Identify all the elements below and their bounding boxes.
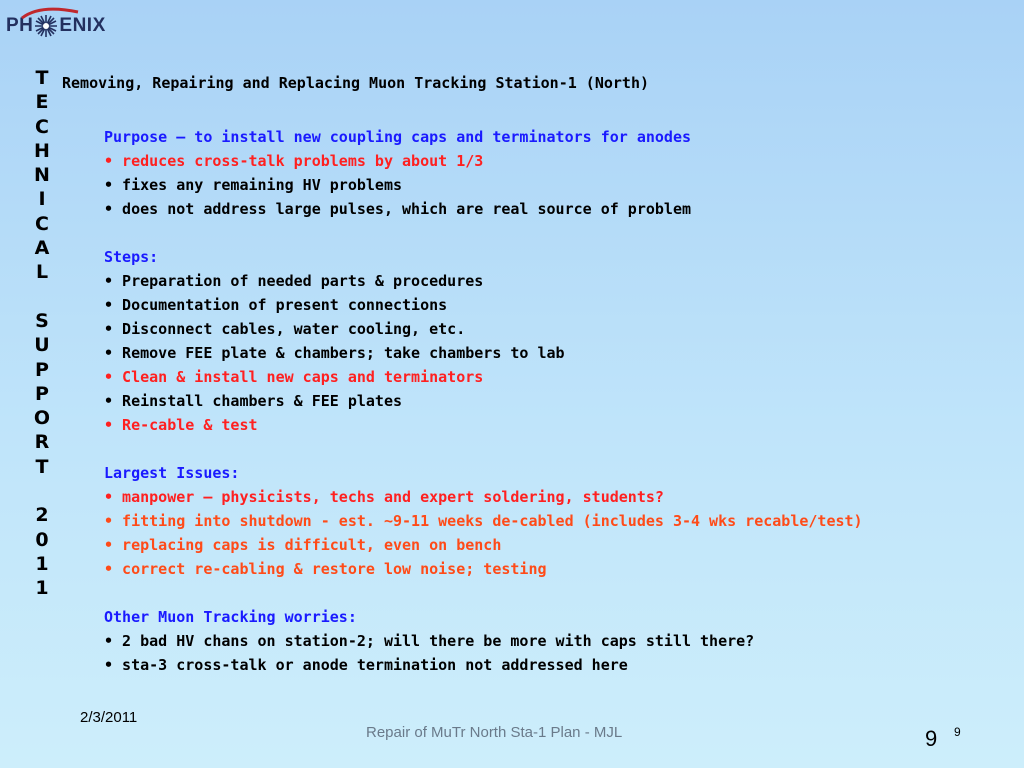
body-spacer: [104, 437, 1004, 461]
vertical-letter: 1: [35, 577, 49, 600]
vertical-letter: 2: [35, 504, 49, 527]
vertical-letter: R: [34, 431, 50, 454]
vertical-letter: A: [34, 237, 50, 260]
vertical-letter: H: [34, 139, 50, 162]
logo-swoosh-icon: [20, 6, 80, 20]
vertical-letter: L: [35, 261, 49, 284]
body-line: Purpose – to install new coupling caps and terminators for anodes: [104, 128, 691, 146]
vertical-letter: C: [35, 115, 49, 138]
vertical-letter: O: [33, 407, 51, 430]
body-line: • Disconnect cables, water cooling, etc.: [104, 320, 466, 338]
body-line: • does not address large pulses, which are real source of problem: [104, 200, 691, 218]
body-line: • manpower – physicists, techs and expert soldering, students?: [104, 488, 664, 506]
vertical-letter: P: [35, 382, 49, 405]
body-line: Steps:: [104, 248, 159, 266]
vertical-letter: [28, 479, 56, 503]
body-line: • sta-3 cross-talk or anode termination not addressed here: [104, 656, 628, 674]
footer-date: 2/3/2011: [80, 709, 138, 726]
vertical-letter: T: [35, 67, 49, 89]
body-line: • fitting into shutdown - est. ~9-11 weeks de-cabled (includes 3-4 wks recable/test): [104, 512, 863, 530]
slide-body: [104, 125, 1004, 677]
body-line: • Re-cable & test: [104, 416, 258, 434]
body-line: • Remove FEE plate & chambers; take chambers to lab: [104, 344, 565, 362]
body-line: • replacing caps is difficult, even on bench: [104, 536, 502, 554]
body-line: Largest Issues:: [104, 464, 240, 482]
vertical-letter: I: [38, 188, 46, 211]
body-line: • correct re-cabling & restore low noise; testing: [104, 560, 547, 578]
vertical-letter: C: [35, 212, 49, 235]
vertical-letter: [28, 285, 56, 309]
vertical-letter: 0: [35, 528, 49, 551]
body-spacer: [104, 221, 1004, 245]
body-line: • Preparation of needed parts & procedures: [104, 272, 484, 290]
slide-number-small: 9: [954, 725, 961, 739]
logo-prefix: PH: [6, 15, 34, 36]
logo-suffix: ENIX: [59, 15, 106, 36]
vertical-letter: S: [35, 309, 49, 332]
vertical-letter: U: [34, 334, 50, 357]
body-line: • Clean & install new caps and terminators: [104, 368, 484, 386]
slide-title: Removing, Repairing and Replacing Muon Tracking Station-1 (North): [62, 74, 649, 92]
vertical-letter: 1: [35, 552, 49, 575]
body-line: • fixes any remaining HV problems: [104, 176, 403, 194]
vertical-letter: N: [34, 164, 50, 187]
body-line: • Documentation of present connections: [104, 296, 448, 314]
vertical-letter: P: [35, 358, 49, 381]
body-line: Other Muon Tracking worries:: [104, 608, 357, 626]
technical-support-vertical-label: [28, 66, 56, 601]
body-line: • reduces cross-talk problems by about 1/3: [104, 152, 484, 170]
body-line: • Reinstall chambers & FEE plates: [104, 392, 403, 410]
vertical-letter: T: [35, 455, 49, 478]
slide-number: 9: [925, 726, 938, 751]
body-line: • 2 bad HV chans on station-2; will there be more with caps still there?: [104, 632, 755, 650]
body-spacer: [104, 581, 1004, 605]
vertical-letter: E: [35, 91, 49, 114]
footer-title: Repair of MuTr North Sta-1 Plan - MJL: [366, 724, 623, 741]
phenix-logo: [6, 14, 106, 38]
